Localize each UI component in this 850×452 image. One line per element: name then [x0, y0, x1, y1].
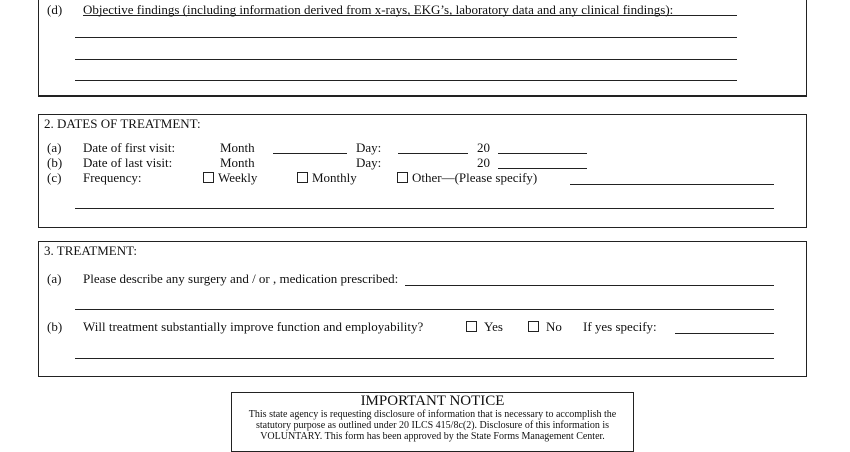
item-c-label: (c) [47, 170, 62, 185]
objective-findings-label: Objective findings (including information derived from x-rays, EKG’s, laboratory data and any clinical findings): [83, 2, 674, 17]
weekly-checkbox[interactable] [203, 172, 214, 183]
item-b-label: (b) [47, 155, 63, 170]
important-notice-title: IMPORTANT NOTICE [360, 393, 505, 409]
yes-checkbox[interactable] [466, 321, 477, 332]
objective-findings-line-1[interactable] [83, 15, 737, 16]
other-checkbox[interactable] [397, 172, 408, 183]
section-2-title: 2. DATES OF TREATMENT: [44, 116, 201, 131]
last-visit-year-field[interactable] [498, 168, 587, 169]
item-d-label: (d) [47, 2, 63, 17]
last-visit-month-label: Month [220, 155, 255, 170]
improve-function-label: Will treatment substantially improve function and employability? [83, 319, 424, 334]
notice-line-2: statutory purpose as outlined under 20 ILCS 415/8c(2). Disclosure of this information is [255, 420, 609, 431]
other-label: Other—(Please specify) [412, 170, 538, 185]
first-visit-label: Date of first visit: [83, 140, 176, 155]
treatment-a-label: (a) [47, 271, 62, 286]
last-visit-label: Date of last visit: [83, 155, 173, 170]
first-visit-year-field[interactable] [498, 153, 587, 154]
last-visit-day-label: Day: [356, 155, 382, 170]
surgery-medication-field[interactable] [405, 285, 774, 286]
if-yes-label: If yes specify: [583, 319, 657, 334]
surgery-medication-label: Please describe any surgery and / or , medication prescribed: [83, 271, 399, 286]
no-checkbox[interactable] [528, 321, 539, 332]
weekly-label: Weekly [218, 170, 258, 185]
yes-label: Yes [484, 319, 503, 334]
notice-line-3: VOLUNTARY. This form has been approved by the State Forms Management Center. [260, 431, 605, 442]
frequency-label: Frequency: [83, 170, 142, 185]
monthly-checkbox[interactable] [297, 172, 308, 183]
notice-line-1: This state agency is requesting disclosure of information that is necessary to accomplish the [248, 409, 617, 420]
treatment-b-label: (b) [47, 319, 63, 334]
objective-findings-line-2[interactable] [75, 37, 737, 38]
monthly-label: Monthly [312, 170, 357, 185]
item-a-label: (a) [47, 140, 62, 155]
improve-function-line-2[interactable] [75, 358, 774, 359]
first-visit-year-prefix: 20 [477, 140, 490, 155]
first-visit-day-field[interactable] [398, 153, 468, 154]
first-visit-day-label: Day: [356, 140, 382, 155]
first-visit-month-field[interactable] [273, 153, 347, 154]
objective-findings-line-4[interactable] [75, 80, 737, 81]
section-3-title: 3. TREATMENT: [44, 243, 137, 258]
other-specify-field[interactable] [570, 184, 774, 185]
objective-findings-line-3[interactable] [75, 59, 737, 60]
no-label: No [546, 319, 562, 334]
first-visit-month-label: Month [220, 140, 255, 155]
if-yes-specify-field[interactable] [675, 333, 774, 334]
surgery-medication-line-2[interactable] [75, 309, 774, 310]
last-visit-year-prefix: 20 [477, 155, 490, 170]
frequency-extra-line[interactable] [75, 208, 774, 209]
